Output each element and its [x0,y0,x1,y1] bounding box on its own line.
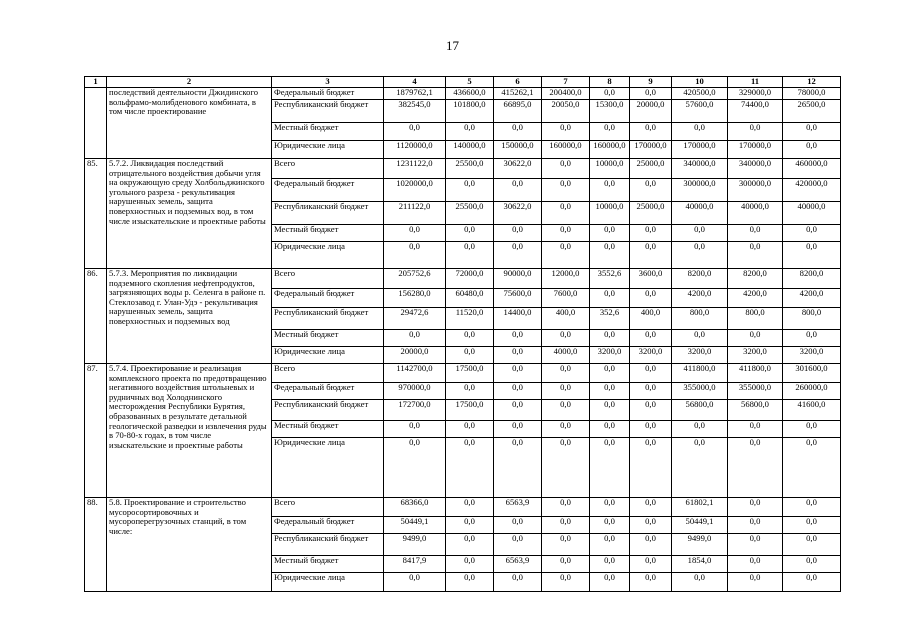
page-number: 17 [446,38,459,53]
value-cell: 0,0 [542,202,590,225]
value-cell: 970000,0 [384,383,446,400]
value-cell: 0,0 [446,330,494,347]
value-cell: 0,0 [542,225,590,242]
column-header: 10 [672,77,728,88]
value-cell: 0,0 [590,179,630,202]
value-cell: 0,0 [446,534,494,556]
value-cell: 160000,0 [542,141,590,159]
value-cell: 4200,0 [728,289,783,308]
value-cell: 74400,0 [728,100,783,123]
value-cell: 0,0 [630,289,672,308]
value-cell: 0,0 [542,517,590,534]
item-number: 85. [85,159,107,269]
value-cell: 0,0 [384,438,446,498]
value-cell: 460000,0 [783,159,841,179]
value-cell: 300000,0 [728,179,783,202]
funding-source: Юридические лица [272,347,384,364]
value-cell: 0,0 [494,242,542,269]
item-number: 88. [85,498,107,592]
value-cell: 0,0 [672,242,728,269]
header-row [85,77,841,88]
funding-source: Местный бюджет [272,330,384,347]
value-cell: 3552,6 [590,269,630,289]
value-cell: 0,0 [590,242,630,269]
value-cell: 1231122,0 [384,159,446,179]
value-cell: 0,0 [446,498,494,517]
value-cell: 30622,0 [494,159,542,179]
value-cell: 0,0 [630,88,672,100]
value-cell: 20000,0 [384,347,446,364]
column-header: 12 [783,77,841,88]
item-description: 5.8. Проектирование и строительство мусоросортировочных и мусороперегрузочных станций, в том числе: [107,498,272,592]
value-cell: 6563,9 [494,556,542,573]
value-cell: 66895,0 [494,100,542,123]
value-cell: 160000,0 [590,141,630,159]
value-cell: 3200,0 [590,347,630,364]
value-cell: 0,0 [728,225,783,242]
value-cell: 1142700,0 [384,364,446,383]
funding-source: Местный бюджет [272,123,384,141]
value-cell: 0,0 [783,421,841,438]
value-cell: 0,0 [783,517,841,534]
funding-source: Всего [272,364,384,383]
value-cell: 60480,0 [446,289,494,308]
value-cell: 0,0 [728,242,783,269]
value-cell: 68366,0 [384,498,446,517]
value-cell: 0,0 [783,242,841,269]
value-cell: 14400,0 [494,308,542,330]
value-cell: 0,0 [672,330,728,347]
value-cell: 0,0 [590,438,630,498]
value-cell: 0,0 [590,573,630,592]
value-cell: 0,0 [542,242,590,269]
funding-source: Федеральный бюджет [272,88,384,100]
item-description: 5.7.3. Мероприятия по ликвидации подземного скопления нефтепродуктов, загрязняющих воды р. Селенга в районе п. Стеклозавод г. Улан-Удэ - рекультивация нарушенных земель, защита поверхностных и подземных вод [107,269,272,364]
value-cell: 0,0 [783,498,841,517]
value-cell: 340000,0 [672,159,728,179]
value-cell: 0,0 [542,400,590,421]
value-cell: 0,0 [446,421,494,438]
value-cell: 0,0 [384,573,446,592]
value-cell: 3200,0 [783,347,841,364]
value-cell: 800,0 [672,308,728,330]
value-cell: 140000,0 [446,141,494,159]
value-cell: 0,0 [590,123,630,141]
column-header: 2 [107,77,272,88]
value-cell: 0,0 [446,573,494,592]
value-cell: 0,0 [630,438,672,498]
value-cell: 0,0 [672,438,728,498]
value-cell: 6563,9 [494,498,542,517]
funding-source: Федеральный бюджет [272,383,384,400]
value-cell: 436600,0 [446,88,494,100]
value-cell: 0,0 [446,225,494,242]
value-cell: 800,0 [783,308,841,330]
value-cell: 156280,0 [384,289,446,308]
value-cell: 9499,0 [384,534,446,556]
value-cell: 0,0 [783,573,841,592]
value-cell: 1879762,1 [384,88,446,100]
value-cell: 0,0 [494,517,542,534]
value-cell: 340000,0 [728,159,783,179]
value-cell: 3200,0 [630,347,672,364]
value-cell: 0,0 [728,330,783,347]
value-cell: 0,0 [446,517,494,534]
value-cell: 0,0 [590,383,630,400]
value-cell: 50449,1 [384,517,446,534]
budget-table [84,76,841,592]
value-cell: 0,0 [494,179,542,202]
value-cell: 0,0 [590,400,630,421]
value-cell: 0,0 [590,556,630,573]
value-cell: 8417,9 [384,556,446,573]
value-cell: 0,0 [672,421,728,438]
value-cell: 0,0 [783,438,841,498]
funding-source: Федеральный бюджет [272,179,384,202]
column-header: 7 [542,77,590,88]
value-cell: 0,0 [384,330,446,347]
funding-source: Местный бюджет [272,421,384,438]
value-cell: 150000,0 [494,141,542,159]
value-cell: 75600,0 [494,289,542,308]
column-header: 11 [728,77,783,88]
value-cell: 0,0 [384,242,446,269]
value-cell: 17500,0 [446,400,494,421]
value-cell: 0,0 [446,242,494,269]
value-cell: 355000,0 [672,383,728,400]
value-cell: 8200,0 [672,269,728,289]
value-cell: 8200,0 [728,269,783,289]
value-cell: 7600,0 [542,289,590,308]
value-cell: 0,0 [630,179,672,202]
column-header: 1 [85,77,107,88]
value-cell: 0,0 [446,179,494,202]
table-row [85,498,841,517]
value-cell: 10000,0 [590,202,630,225]
column-header: 9 [630,77,672,88]
value-cell: 172700,0 [384,400,446,421]
value-cell: 0,0 [542,498,590,517]
value-cell: 0,0 [494,347,542,364]
value-cell: 170000,0 [630,141,672,159]
column-header: 3 [272,77,384,88]
value-cell: 30622,0 [494,202,542,225]
value-cell: 0,0 [446,438,494,498]
value-cell: 0,0 [783,556,841,573]
item-number: 87. [85,364,107,498]
value-cell: 411800,0 [728,364,783,383]
value-cell: 4200,0 [672,289,728,308]
value-cell: 0,0 [542,179,590,202]
value-cell: 352,6 [590,308,630,330]
value-cell: 0,0 [728,421,783,438]
value-cell: 12000,0 [542,269,590,289]
funding-source: Всего [272,498,384,517]
value-cell: 56800,0 [728,400,783,421]
funding-source: Республиканский бюджет [272,534,384,556]
funding-source: Федеральный бюджет [272,289,384,308]
value-cell: 0,0 [630,123,672,141]
value-cell: 0,0 [384,421,446,438]
value-cell: 0,0 [494,400,542,421]
value-cell: 420000,0 [783,179,841,202]
value-cell: 40000,0 [672,202,728,225]
table-row [85,88,841,100]
value-cell: 78000,0 [783,88,841,100]
value-cell: 0,0 [728,438,783,498]
value-cell: 0,0 [542,421,590,438]
value-cell: 20000,0 [630,100,672,123]
value-cell: 0,0 [672,225,728,242]
value-cell: 0,0 [590,534,630,556]
value-cell: 1854,0 [672,556,728,573]
value-cell: 0,0 [630,517,672,534]
value-cell: 0,0 [542,556,590,573]
value-cell: 170000,0 [728,141,783,159]
value-cell: 25000,0 [630,159,672,179]
value-cell: 50449,1 [672,517,728,534]
table-row [85,364,841,383]
value-cell: 10000,0 [590,159,630,179]
value-cell: 17500,0 [446,364,494,383]
value-cell: 41600,0 [783,400,841,421]
value-cell: 0,0 [630,242,672,269]
value-cell: 1120000,0 [384,141,446,159]
value-cell: 205752,6 [384,269,446,289]
value-cell: 0,0 [672,123,728,141]
value-cell: 0,0 [590,330,630,347]
value-cell: 101800,0 [446,100,494,123]
value-cell: 0,0 [630,534,672,556]
value-cell: 329000,0 [728,88,783,100]
column-header: 4 [384,77,446,88]
value-cell: 0,0 [590,498,630,517]
value-cell: 8200,0 [783,269,841,289]
funding-source: Местный бюджет [272,556,384,573]
funding-source: Местный бюджет [272,225,384,242]
value-cell: 170000,0 [672,141,728,159]
value-cell: 0,0 [783,141,841,159]
value-cell: 0,0 [446,556,494,573]
value-cell: 0,0 [728,534,783,556]
value-cell: 29472,6 [384,308,446,330]
value-cell: 0,0 [783,225,841,242]
value-cell: 0,0 [542,534,590,556]
value-cell: 90000,0 [494,269,542,289]
funding-source: Республиканский бюджет [272,202,384,225]
value-cell: 0,0 [630,225,672,242]
value-cell: 0,0 [542,573,590,592]
value-cell: 0,0 [494,421,542,438]
value-cell: 0,0 [590,517,630,534]
value-cell: 0,0 [728,517,783,534]
value-cell: 20050,0 [542,100,590,123]
value-cell: 420500,0 [672,88,728,100]
value-cell: 0,0 [630,364,672,383]
funding-source: Всего [272,159,384,179]
value-cell: 400,0 [542,308,590,330]
value-cell: 0,0 [630,421,672,438]
value-cell: 0,0 [494,573,542,592]
funding-source: Юридические лица [272,438,384,498]
funding-source: Республиканский бюджет [272,100,384,123]
value-cell: 0,0 [384,225,446,242]
value-cell: 0,0 [590,289,630,308]
value-cell: 0,0 [590,225,630,242]
value-cell: 25500,0 [446,202,494,225]
value-cell: 0,0 [672,573,728,592]
value-cell: 0,0 [494,383,542,400]
funding-source: Республиканский бюджет [272,400,384,421]
value-cell: 0,0 [446,383,494,400]
value-cell: 57600,0 [672,100,728,123]
value-cell: 0,0 [384,123,446,141]
value-cell: 0,0 [494,364,542,383]
value-cell: 0,0 [728,556,783,573]
value-cell: 0,0 [630,383,672,400]
value-cell: 0,0 [494,225,542,242]
value-cell: 0,0 [630,498,672,517]
value-cell: 0,0 [590,364,630,383]
value-cell: 0,0 [783,330,841,347]
value-cell: 355000,0 [728,383,783,400]
value-cell: 0,0 [783,123,841,141]
value-cell: 26500,0 [783,100,841,123]
value-cell: 0,0 [446,347,494,364]
table-row [85,269,841,289]
value-cell: 0,0 [542,364,590,383]
column-header: 5 [446,77,494,88]
value-cell: 0,0 [783,534,841,556]
value-cell: 415262,1 [494,88,542,100]
value-cell: 0,0 [728,498,783,517]
value-cell: 3200,0 [728,347,783,364]
value-cell: 0,0 [630,330,672,347]
item-description: 5.7.4. Проектирование и реализация комплексного проекта по предотвращению негативного воздействия штольневых и рудничных вод Холоднинского месторождения Республики Бурятия, образованных в результате детальной геологической разведки и извлечения руды в 70-80-х годах, в том числе изыскательские и проектные работы [107,364,272,498]
funding-source: Юридические лица [272,242,384,269]
value-cell: 15300,0 [590,100,630,123]
value-cell: 25000,0 [630,202,672,225]
value-cell: 0,0 [590,421,630,438]
item-number [85,88,107,159]
funding-source: Юридические лица [272,141,384,159]
value-cell: 25500,0 [446,159,494,179]
value-cell: 40000,0 [783,202,841,225]
funding-source: Федеральный бюджет [272,517,384,534]
value-cell: 301600,0 [783,364,841,383]
value-cell: 211122,0 [384,202,446,225]
value-cell: 0,0 [494,330,542,347]
value-cell: 382545,0 [384,100,446,123]
value-cell: 400,0 [630,308,672,330]
value-cell: 0,0 [542,330,590,347]
value-cell: 800,0 [728,308,783,330]
funding-source: Юридические лица [272,573,384,592]
value-cell: 56800,0 [672,400,728,421]
value-cell: 11520,0 [446,308,494,330]
value-cell: 4200,0 [783,289,841,308]
value-cell: 0,0 [728,573,783,592]
column-header: 6 [494,77,542,88]
value-cell: 0,0 [542,159,590,179]
item-description: 5.7.2. Ликвидация последствий отрицательного воздействия добычи угля на окружающую среду Холбольджинского угольного разреза - рекультивация нарушенных земель, защита поверхностных и подземных вод, в том числе изыскательские и проектные работы [107,159,272,269]
value-cell: 0,0 [494,438,542,498]
column-header: 8 [590,77,630,88]
value-cell: 411800,0 [672,364,728,383]
value-cell: 300000,0 [672,179,728,202]
value-cell: 40000,0 [728,202,783,225]
funding-source: Республиканский бюджет [272,308,384,330]
item-number: 86. [85,269,107,364]
item-description: последствий деятельности Джидинского вольфрамо-молибденового комбината, в том числе проектирование [107,88,272,159]
value-cell: 0,0 [542,123,590,141]
value-cell: 0,0 [590,88,630,100]
table-row [85,159,841,179]
value-cell: 0,0 [494,534,542,556]
value-cell: 4000,0 [542,347,590,364]
value-cell: 61802,1 [672,498,728,517]
value-cell: 200400,0 [542,88,590,100]
value-cell: 0,0 [728,123,783,141]
value-cell: 3600,0 [630,269,672,289]
value-cell: 260000,0 [783,383,841,400]
value-cell: 1020000,0 [384,179,446,202]
value-cell: 0,0 [630,573,672,592]
funding-source: Всего [272,269,384,289]
value-cell: 3200,0 [672,347,728,364]
value-cell: 0,0 [542,383,590,400]
value-cell: 0,0 [446,123,494,141]
value-cell: 0,0 [494,123,542,141]
value-cell: 9499,0 [672,534,728,556]
value-cell: 0,0 [630,400,672,421]
value-cell: 72000,0 [446,269,494,289]
value-cell: 0,0 [630,556,672,573]
value-cell: 0,0 [542,438,590,498]
